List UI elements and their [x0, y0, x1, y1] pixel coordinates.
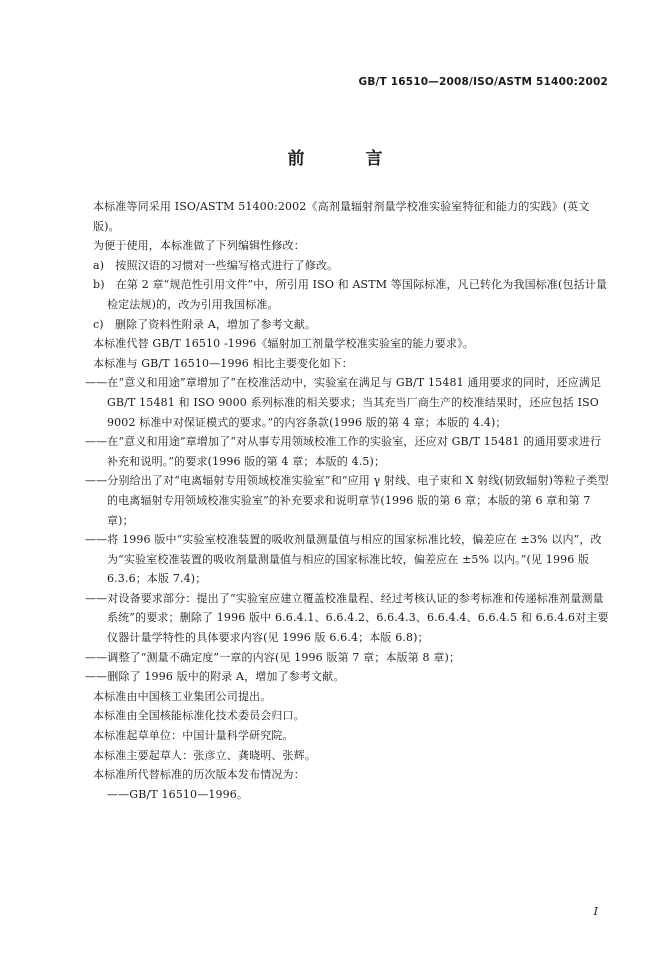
list-item-a: a) 按照汉语的习惯对一些编写格式进行了修改。 [93, 258, 339, 272]
paragraph-changes-intro: 本标准与 GB/T 16510—1996 相比主要变化如下： [93, 356, 353, 370]
standard-code: GB/T 16510—2008/ISO/ASTM 51400:2002 [358, 76, 608, 88]
page-number: I [593, 905, 598, 918]
paragraph-drafting-unit: 本标准起草单位：中国计量科学研究院。 [93, 729, 294, 743]
change-item-7: ——删除了 1996 版中的附录 A，增加了参考文献。 [85, 670, 345, 684]
paragraph-drafters: 本标准主要起草人：张彦立、龚晓明、张辉。 [93, 748, 316, 762]
history-item: ——GB/T 16510—1996。 [107, 787, 249, 801]
list-item-c: c) 删除了资料性附录 A，增加了参考文献。 [93, 317, 317, 331]
paragraph-adoption: 本标准等同采用 ISO/ASTM 51400:2002《高剂量辐射剂量学校准实验室特征和能力的实践》(英文版)。 [93, 200, 590, 233]
paragraph-centralized-by: 本标准由全国核能标准化技术委员会归口。 [93, 709, 305, 723]
change-item-3: ——分别给出了对“电离辐射专用领域校准实验室”和“应用 γ 射线、电子束和 X 射线(韧致辐射)等粒子类型的电离辐射专用领域校准实验室”的补充要求和说明章节(1996 版的第 6 章；本版的第 6 章和第 7 章)； [85, 474, 609, 527]
change-item-6: ——调整了“测量不确定度”一章的内容(见 1996 版第 7 章；本版第 8 章)； [85, 650, 461, 664]
paragraph-edits-intro: 为便于使用，本标准做了下列编辑性修改： [93, 239, 305, 253]
paragraph-history-intro: 本标准所代替标准的历次版本发布情况为： [93, 768, 305, 782]
change-item-4: ——将 1996 版中“实验室校准装置的吸收剂量测量值与相应的国家标准比较，偏差应在 ±3% 以内”，改为“实验室校准装置的吸收剂量测量值与相应的国家标准比较，偏差应在 ±5% 以内。”(见 1996 版 6.3.6；本版 7.4)； [85, 533, 602, 586]
change-item-2: ——在“意义和用途”章增加了“对从事专用领域校准工作的实验室，还应对 GB/T 15481 的通用要求进行补充和说明。”的要求(1996 版的第 4 章；本版的 4.5)； [85, 435, 602, 468]
list-item-b: b) 在第 2 章“规范性引用文件”中，所引用 ISO 和 ASTM 等国际标准，凡已转化为我国标准(包括计量检定法规)的，改为引用我国标准。 [93, 278, 608, 311]
document-body [85, 197, 611, 804]
paragraph-proposed-by: 本标准由中国核工业集团公司提出。 [93, 689, 272, 703]
page-title: 前 言 [287, 149, 405, 169]
change-item-5: ——对设备要求部分：提出了“实验室应建立覆盖校准量程、经过考核认证的参考标准和传递标准剂量测量系统”的要求；删除了 1996 版中 6.6.4.1、6.6.4.2、6.6.4.3、6.6.4.4、6.6.4.5 和 6.6.4.6对主要仪器计量学特性的具体要求内容(见 1996 版 6.6.4；本版 6.8)； [85, 591, 609, 645]
paragraph-replaces: 本标准代替 GB/T 16510 -1996《辐射加工剂量学校准实验室的能力要求》。 [93, 337, 474, 351]
change-item-1: ——在“意义和用途”章增加了“在校准活动中，实验室在满足与 GB/T 15481 通用要求的同时，还应满足 GB/T 15481 和 ISO 9000 系列标准的相关要求；当其充当厂商生产的校准结果时，还应包括 ISO 9002 标准中对保证模式的要求。”的内容条款(1996 版的第 4 章；本版的 4.4)； [85, 376, 602, 429]
